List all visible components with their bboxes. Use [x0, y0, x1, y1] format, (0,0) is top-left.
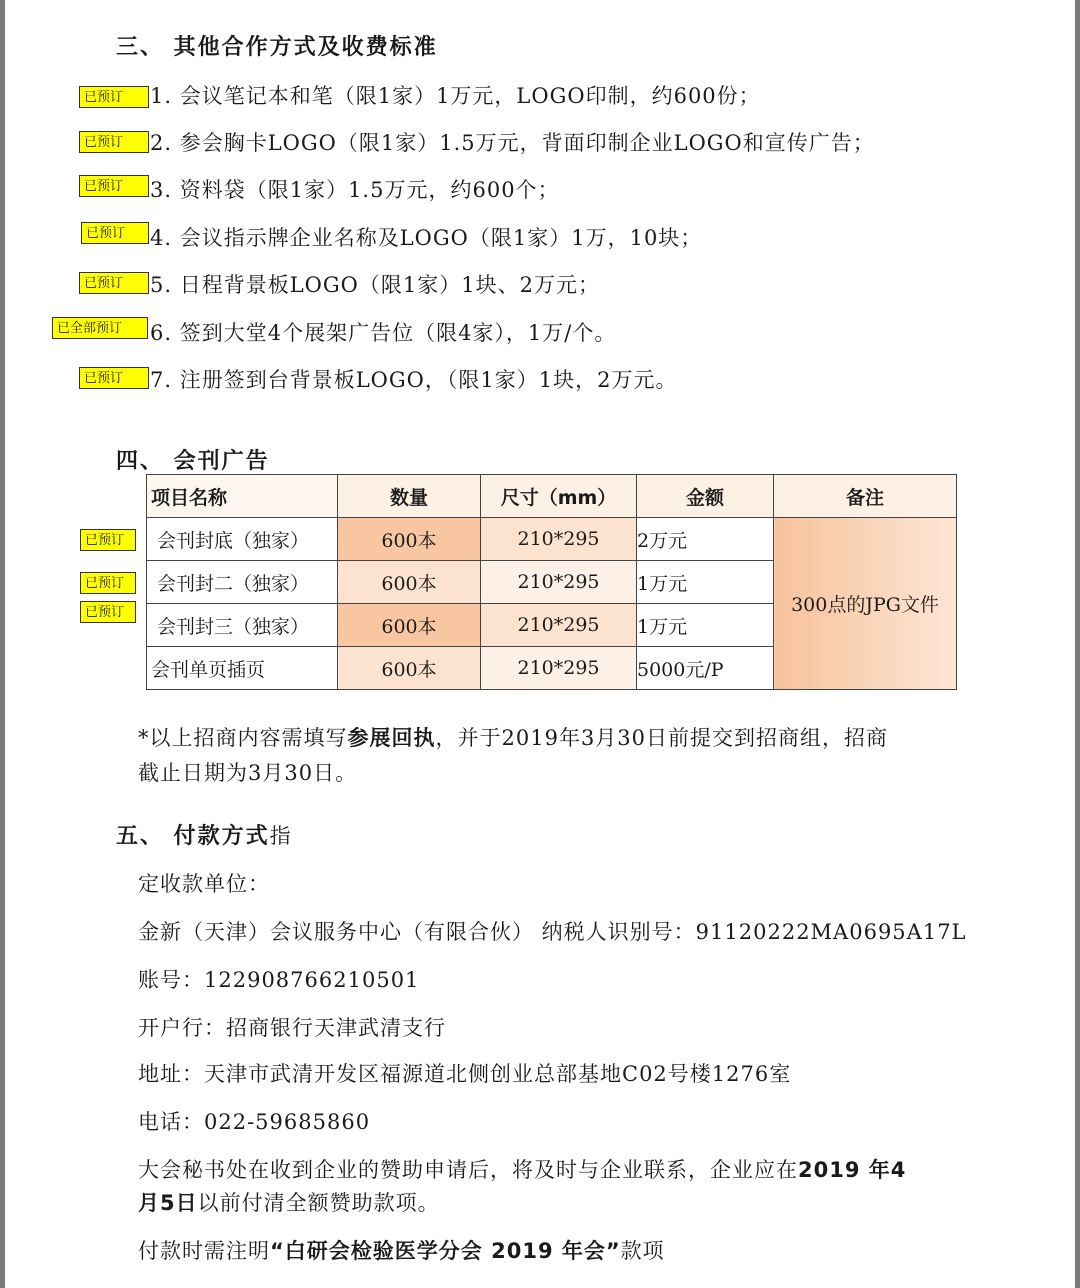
section5-heading	[116, 819, 292, 850]
deadline-line-2	[138, 1187, 440, 1217]
item-name: 会刊封底（独家）	[147, 518, 338, 561]
bank-name: 开户行：招商银行天津武清支行	[138, 1016, 446, 1040]
size: 210*295	[481, 561, 637, 604]
quantity: 600本	[338, 647, 481, 690]
page-edge-right	[1075, 0, 1080, 1288]
account-number: 账号：122908766210501	[138, 968, 420, 992]
footnote-line-1	[138, 722, 888, 752]
reserved-stamp: 已预订	[80, 529, 136, 551]
table-row	[147, 518, 957, 561]
section5-heading-suffix: 指	[269, 824, 292, 848]
remark-bold: “白研会检验医学分会 2019 年会”	[270, 1239, 621, 1263]
payee-name: 金新（天津）会议服务中心（有限合伙） 纳税人识别号：91120222MA0695A17L	[138, 920, 967, 944]
payee-label: 定收款单位：	[138, 872, 270, 896]
size: 210*295	[481, 518, 637, 561]
reserved-stamp: 已预订	[79, 86, 149, 108]
cooperation-item-4: 4. 会议指示牌企业名称及LOGO（限1家）1万，10块；	[150, 226, 703, 250]
section3-heading: 三、 其他合作方式及收费标准	[116, 35, 438, 60]
section4-heading: 四、 会刊广告	[116, 449, 270, 474]
reserved-stamp: 已预订	[79, 367, 149, 389]
cooperation-item-7: 7. 注册签到台背景板LOGO，（限1家）1块，2万元。	[150, 368, 678, 392]
item-name: 会刊封二（独家）	[147, 561, 338, 604]
cooperation-item-6: 6. 签到大堂4个展架广告位（限4家），1万/个。	[150, 321, 617, 345]
address: 地址：天津市武清开发区福源道北侧创业总部基地C02号楼1276室	[138, 1062, 792, 1086]
table-header-row	[147, 475, 957, 518]
remark-text: 付款时需注明	[138, 1239, 270, 1263]
reserved-stamp: 已预订	[79, 131, 149, 153]
header-item-name: 项目名称	[147, 475, 338, 518]
reserved-stamp: 已预订	[79, 175, 149, 197]
reserved-stamp: 已预订	[80, 601, 136, 623]
remark: 300点的JPG文件	[774, 518, 957, 690]
header-size: 尺寸（mm）	[481, 475, 637, 518]
page-edge-left	[0, 0, 5, 1288]
deadline-bold: 月5日	[138, 1191, 198, 1215]
quantity: 600本	[338, 561, 481, 604]
cooperation-item-2: 2. 参会胸卡LOGO（限1家）1.5万元，背面印制企业LOGO和宣传广告；	[150, 131, 875, 155]
deadline-text: 大会秘书处在收到企业的赞助申请后，将及时与企业联系，企业应在	[138, 1158, 798, 1182]
remark-text: 款项	[620, 1239, 665, 1263]
journal-ad-table	[146, 474, 957, 690]
cooperation-item-5: 5. 日程背景板LOGO（限1家）1块、2万元；	[150, 273, 600, 297]
reserved-stamp: 已预订	[81, 222, 149, 244]
payment-remark	[138, 1235, 665, 1265]
amount: 5000元/P	[637, 647, 774, 690]
footnote-text: *以上招商内容需填写	[138, 726, 348, 750]
section5-heading-text: 五、 付款方式	[116, 824, 270, 849]
deadline-bold: 2019 年4	[798, 1158, 907, 1182]
quantity: 600本	[338, 518, 481, 561]
header-remark: 备注	[774, 475, 957, 518]
footnote-text: ，并于2019年3月30日前提交到招商组，招商	[435, 726, 889, 750]
item-name: 会刊单页插页	[147, 647, 338, 690]
size: 210*295	[481, 604, 637, 647]
footnote-line-2: 截止日期为3月30日。	[138, 761, 358, 785]
fully-reserved-stamp: 已全部预订	[52, 317, 148, 339]
amount: 1万元	[637, 604, 774, 647]
reserved-stamp: 已预订	[79, 272, 149, 294]
quantity: 600本	[338, 604, 481, 647]
deadline-line-1	[138, 1154, 906, 1184]
header-quantity: 数量	[338, 475, 481, 518]
size: 210*295	[481, 647, 637, 690]
cooperation-item-3: 3. 资料袋（限1家）1.5万元，约600个；	[150, 178, 560, 202]
amount: 1万元	[637, 561, 774, 604]
cooperation-item-1: 1. 会议笔记本和笔（限1家）1万元，LOGO印制，约600份；	[150, 84, 761, 108]
deadline-text: 以前付清全额赞助款项。	[197, 1191, 440, 1215]
reserved-stamp: 已预订	[80, 572, 136, 594]
footnote-bold: 参展回执	[347, 726, 436, 750]
header-amount: 金额	[637, 475, 774, 518]
phone: 电话：022-59685860	[138, 1110, 371, 1134]
item-name: 会刊封三（独家）	[147, 604, 338, 647]
amount: 2万元	[637, 518, 774, 561]
